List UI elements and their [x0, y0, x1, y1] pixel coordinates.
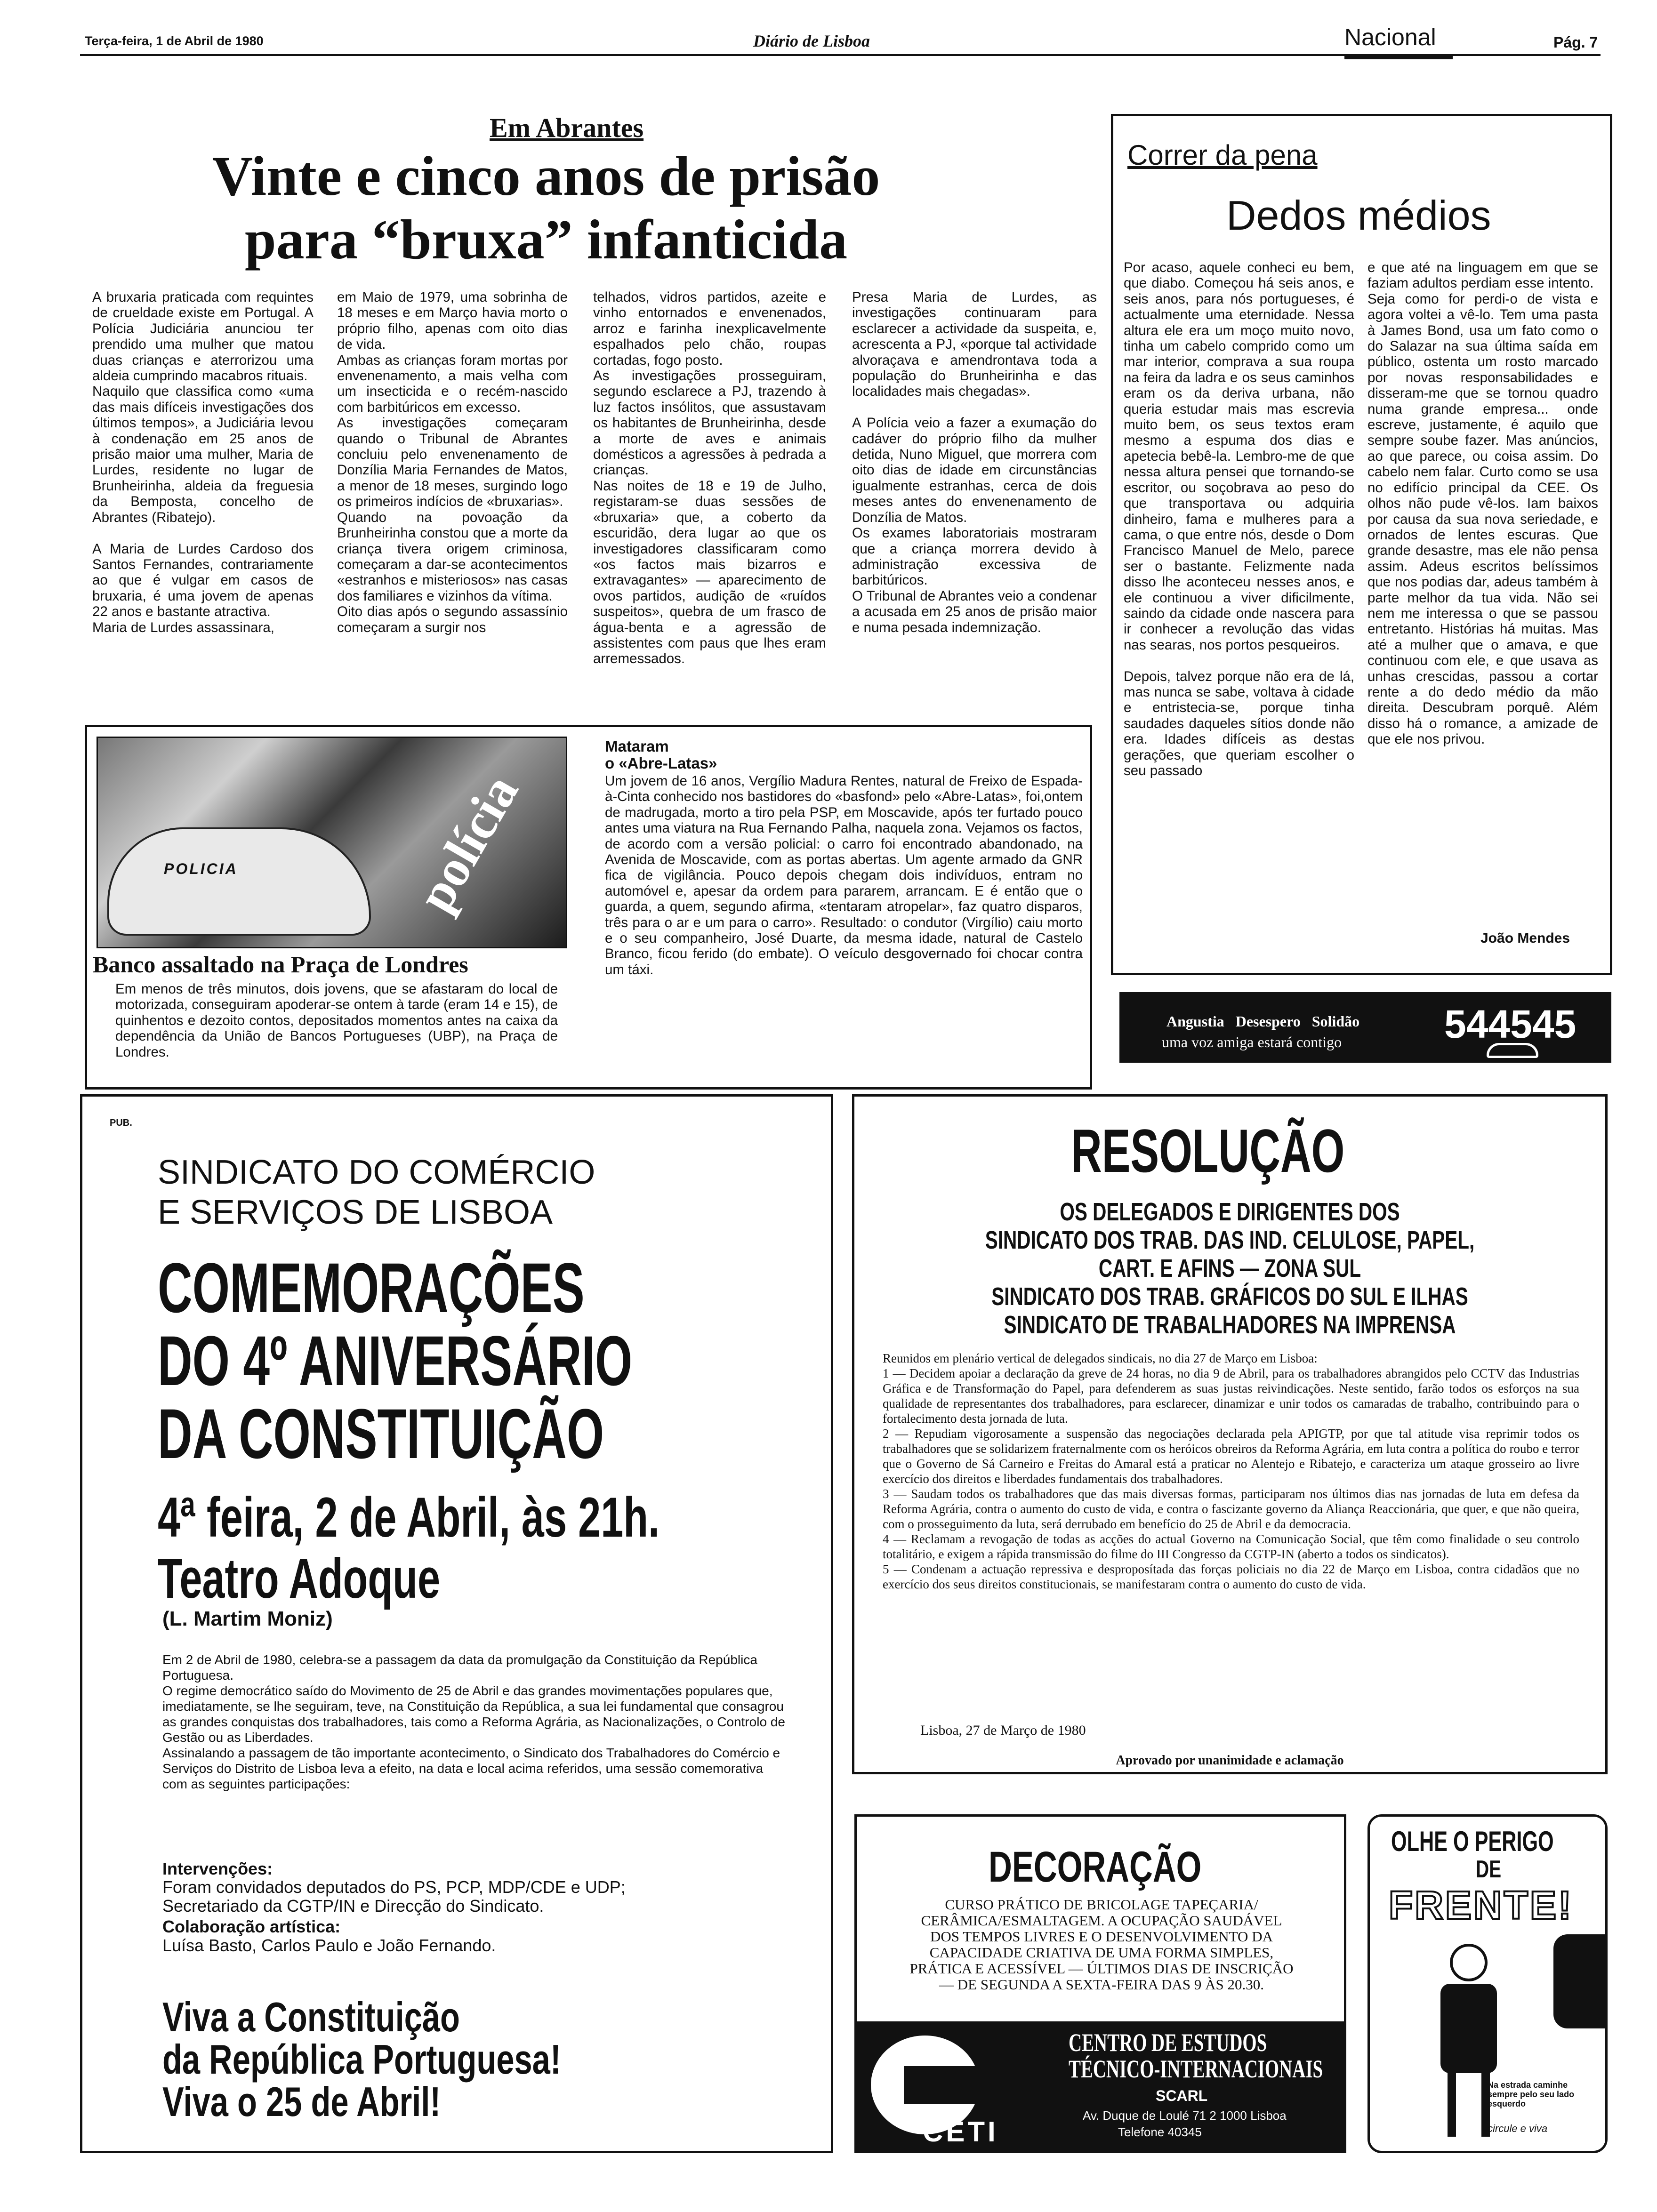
ceti-logo-text: CETI — [923, 2116, 998, 2148]
column-text-2: e que até na linguagem em que se faziam adultos perdiam esse intento. Seja como for perdi-o de vista e agora voltei a vê-lo. Tem uma pasta à James Bond, usa um fato como o do Salazar na sua última saída em público, ostenta um rosto marcado por novas responsabilidades e disseram-me que se tornou quadro numa grande empresa... onde escreve, justamente, é aquilo que sempre soube fazer. Mas anúncios, ao que parece, ou coisa assim. Do cabelo nem falar. Curto como se usa no edifício principal da CEE. Os olhos não pude vê-los. Iam baixos por causa da sua nova seriedade, e ornados de lentes escuras. Que grande desastre, mas ele não pensa assim. Adeus escritos belíssimos que nos podias dar, adeus também à parte melhor da tua vida. Não sei nem me interessa o que se passou entretanto. Histórias há muitas. Mas até a mulher que o amava, e que continuou com ele, e que usava as unhas crescidas, passou a cortar rente a do dedo médio da mão direita. Descubram porquê. Além disso há o romance, a amizade de que ele nos privou. — [1367, 260, 1598, 747]
ceti-phone: Telefone 40345 — [1118, 2125, 1202, 2139]
lead-column-3: telhados, vidros partidos, azeite e vinho entornados e envenenados, arroz e farinha inexplicavelmente espalhados pelo chão, roupas cortadas, fogo posto. As investigações prosseguiram, segundo esclarece a PJ, trazendo à luz factos insólitos, que assustavam os habitantes de Brunheirinha, desde a morte de aves e animais domésticos a agressões à pedrada a crianças. Nas noites de 18 e 19 de Julho, registaram-se duas sessões de «bruxaria» que, a coberto da escuridão, dera lugar ao que os investigadores classificaram como «os factos mais bizarros e extravagantes» — aparecimento de ovos partidos, audição de «ruídos suspeitos», quebra de um frasco de água-benta e a agressão de assistentes com paus que lhes eram arremessados. — [593, 289, 826, 667]
helpline-slogan: Angustia Desespero Solidão — [1166, 1013, 1360, 1030]
page-number: Pág. 7 — [1553, 34, 1598, 51]
lead-column-4: Presa Maria de Lurdes, as investigações continuaram para esclarecer a actividade da suspeita, e, acrescenta a PJ, «porque tal actividade alvoraçava e amendrontava toda a população do Brunheirinha e das localidades mais chegadas». A Polícia veio a fazer a exumação do cadáver do próprio filho da mulher detida, Nuno Miguel, que morrera com oito dias de idade em circunstâncias igualmente estranhas, cerca de dois meses antes do envenenamento de Donzília de Matos. Os exames laboratoriais mostraram que a criança morrera devido à administração excessiva de barbitúricos. O Tribunal de Abrantes veio a condenar a acusada em 25 anos de prisão maior e numa pesada indemnização. — [852, 289, 1097, 635]
helpline-subtext: uma voz amiga estará contigo — [1162, 1034, 1342, 1050]
pedestrian-legs — [1448, 2071, 1490, 2137]
ad-tag: PUB. — [110, 1118, 132, 1128]
pedestrian-head — [1450, 1944, 1488, 1981]
decoracao-body: CURSO PRÁTICO DE BRICOLAGE TAPEÇARIA/ CERÂMICA/ESMALTAGEM. A OCUPAÇÃO SAUDÁVEL DOS TEMPOS LIVRES E O DESENVOLVIMENTO DA CAPACIDADE CRIATIVA DE UMA FORMA SIMPLES, PRÁTICA E ACESSÍVEL — ÚLTIMOS DIAS DE INSCRIÇÃO — DE SEGUNDA A SEXTA-FEIRA DAS 9 ÀS 20.30. — [909, 1896, 1294, 1993]
column-title: Dedos médios — [1226, 192, 1491, 239]
ceti-name: CENTRO DE ESTUDOS — [1069, 2028, 1267, 2057]
interventions-label: Intervenções: — [162, 1859, 273, 1878]
resolucao-title: RESOLUÇÃO — [1071, 1116, 1345, 1185]
masthead: Diário de Lisboa — [753, 32, 870, 50]
resolucao-heading-line: SINDICATO DE TRABALHADORES NA IMPRENSA — [1004, 1311, 1456, 1339]
lead-headline: para “bruxa” infanticida — [244, 208, 848, 271]
lead-column-1: A bruxaria praticada com requintes de crueldade existe em Portugal. A Polícia Judiciária anunciou ter prendido uma mulher que matou duas crianças e aterrorizou uma aldeia cumprindo macabros rituais. Naquilo que classifica como «uma das mais difíceis investigações dos últimos tempos», a Judiciária levou à condenação em 25 anos de prisão maior uma mulher, Maria de Lurdes, residente no lugar de Brunheirinha, aldeia da freguesia da Bemposta, concelho de Abrantes (Ribatejo). A Maria de Lurdes Cardoso dos Santos Fernandes, contrariamente ao que é vulgar em casos de bruxaria, é uma jovem de apenas 22 anos e bastante atractiva. Maria de Lurdes assassinara, — [92, 289, 314, 635]
police-car-label: POLICIA — [164, 860, 238, 877]
resolucao-heading-line: SINDICATO DOS TRAB. GRÁFICOS DO SUL E ILHAS — [991, 1282, 1468, 1311]
resolucao-approved: Aprovado por unanimidade e aclamação — [1116, 1753, 1344, 1768]
ceti-logo-cutout — [904, 2066, 993, 2104]
abre-latas-title: Mataram — [605, 737, 669, 755]
ceti-scarl: SCARL — [1156, 2087, 1208, 2104]
issue-date: Terça-feira, 1 de Abril de 1980 — [85, 34, 264, 48]
column-author: João Mendes — [1480, 930, 1570, 946]
sindicato-name: SINDICATO DO COMÉRCIO — [158, 1154, 595, 1191]
ad-title: DO 4º ANIVERSÁRIO — [158, 1321, 633, 1400]
event-venue: Teatro Adoque — [158, 1547, 440, 1610]
column-kicker: Correr da pena — [1127, 139, 1318, 171]
event-date: 4ª feira, 2 de Abril, às 21h. — [158, 1486, 660, 1549]
road-safety-caption: Na estrada caminhe sempre pelo seu lado esquerdo — [1488, 2080, 1575, 2108]
decoracao-ad — [854, 1814, 1346, 2153]
police-news-box — [85, 725, 1092, 1090]
collaboration-label: Colaboração artística: — [162, 1917, 341, 1936]
ceti-panel — [857, 2021, 1344, 2151]
helpline-number: 544545 — [1444, 1002, 1577, 1046]
event-venue-sub: (L. Martim Moniz) — [162, 1607, 333, 1630]
sindicato-ad — [80, 1094, 833, 2153]
phone-icon — [1487, 1043, 1538, 1058]
column-text-1: Por acaso, aquele conheci eu bem, que diabo. Começou há seis anos, e seis anos, para nós portugueses, é actualmente uma eternidade. Nessa altura ele era um moço muito novo, tinha um cabelo comprido como um mar interior, comprava a sua roupa na feira da ladra e os seus caminhos eram os da deriva urbana, não queria estudar mais mas escrevia muito bem, os seus textos eram mesmo a espuma dos dias e apetecia bebê-la. Lembro-me de que nessa altura pensei que tornando-se escritor, ou soçobrava ao peso do que transportava ou adquiria dinheiro, fama e mulheres para a cama, o que entre nós, desde o Dom Francisco Manuel de Melo, parece ser o bastante. Felizmente nada disso lhe aconteceu nesses anos, e ele continuou a viver dificilmente, saindo da cidade onde nascera para ir conhecer a revolução das vidas nas searas, nos portos pesqueiros. Depois, talvez porque não era de lá, mas nunca se sabe, voltava à cidade e entristecia-se, porque tinha saudades daqueles sítios donde não era. Idades difíceis as destas gerações, que queriam escolher o seu passado — [1124, 260, 1354, 778]
viva-slogan: da República Portuguesa! — [162, 2036, 561, 2083]
bank-robbery-headline: Banco assaltado na Praça de Londres — [93, 951, 468, 978]
collaboration-text: Luísa Basto, Carlos Paulo e João Fernando. — [162, 1936, 496, 1955]
ad-title: DA CONSTITUIÇÃO — [158, 1394, 604, 1473]
lead-kicker: Em Abrantes — [490, 112, 644, 143]
section-rule — [1344, 56, 1453, 59]
resolucao-heading-line: OS DELEGADOS E DIRIGENTES DOS — [1060, 1198, 1400, 1226]
resolucao-body: Reunidos em plenário vertical de delegados sindicais, no dia 27 de Março em Lisboa: 1 — Decidem apoiar a declaração da greve de 24 horas, no dia 9 de Abril, para os trabalhadores abrangidos pelo CCTV das Industrias Gráfica e de Transformação do Papel, para defenderem as suas justas reivindicações. Neste sentido, farão todos os esforços na sua qualidade de representantes dos trabalhadores, para esclarecer, dinamizar e unir todos os camaradas de trabalho, contribuindo para o fortalecimento desta jornada de luta. 2 — Repudiam vigorosamente a suspensão das negociações declarada pela APIGTP, por que tal atitude visa reprimir todos os trabalhadores que se solidarizem fraternalmente com os heróicos obreiros da Reforma Agrária, em luta contra a política do roubo e terror que o Governo de Sá Carneiro e Freitas do Amaral está a praticar no Alentejo e Ribatejo, e caracteriza um ataque grosseiro ao livre exercício dos direitos e liberdades fundamentais dos trabalhadores. 3 — Saudam todos os trabalhadores que das mais diversas formas, participaram nos últimos dias nas jornadas de luta em defesa da Reforma Agrária, contra o aumento do custo de vida, e contra o fascizante governo da Aliança Reaccionária, que quer, e que não queira, com o prosseguimento da luta, será derrubado em benefício do 25 de Abril e da democracia. 4 — Reclamam a revogação de todas as acções do actual Governo na Comunicação Social, que têm como finalidade o seu controlo totalitário, e exigem a rápida transmissão do filme do III Congresso da CGTP-IN (aberto a todos os sindicatos). 5 — Condenam a actuação repressiva e desproposítada das forças policiais no dia 22 de Março em Lisboa, contra cidadãos que no exercício dos seus direitos constitucionais, se manifestaram contra o aumento do custo de vida. — [883, 1351, 1579, 1591]
road-safety-title: FRENTE! — [1389, 1883, 1573, 1927]
resolucao-heading-line: CART. E AFINS — ZONA SUL — [1098, 1254, 1361, 1282]
road-safety-ad — [1367, 1814, 1608, 2153]
road-safety-title: DE — [1476, 1856, 1502, 1883]
abre-latas-text: Um jovem de 16 anos, Vergílio Madura Rentes, natural de Freixo de Espada-à-Cinta conhecido nos bastidores do «basfond» pelo «Abre-Latas», foi,ontem de madrugada, morto a tiro pela PSP, em Moscavide, após ter furtado pouco antes uma viatura na Rua Fernando Palha, naquela zona. Vejamos os factos, de acordo com a versão policial: o carro foi encontrado abandonado, na Avenida de Moscavide, com as portas abertas. Um agente armado da GNR fica de vigilância. Pouco depois chegam dois indivíduos, entram no automóvel e, apesar da ordem para pararem, arrancam. E é então que o guarda, a quem, segundo afirma, «tentaram atropelar», faz quatro disparos, três para o ar e um para o carro». Resultado: o condutor (Virgílio) caiu morto e o seu companheiro, José Duarte, da mesma idade, natural de Castelo Branco, ficou ferido (do embate). O veículo desgovernado foi chocar contra um táxi. — [605, 773, 1083, 978]
road-safety-title: OLHE O PERIGO — [1391, 1826, 1554, 1857]
resolucao-heading-line: SINDICATO DOS TRAB. DAS IND. CELULOSE, PAPEL, — [985, 1226, 1475, 1254]
car-icon — [1553, 1934, 1605, 2028]
sindicato-name: E SERVIÇOS DE LISBOA — [158, 1194, 553, 1231]
road-safety-footer: circule e viva — [1488, 2123, 1548, 2134]
viva-slogan: Viva a Constituição — [162, 1994, 460, 2040]
pedestrian-icon — [1431, 1944, 1506, 2141]
ceti-name: TÉCNICO-INTERNACIONAIS — [1069, 2055, 1323, 2083]
interventions-text: Foram convidados deputados do PS, PCP, MDP/CDE e UDP; Secretariado da CGTP/IN e Direcção do Sindicato. — [162, 1877, 626, 1915]
police-car-photo — [97, 737, 567, 948]
pedestrian-body — [1440, 1984, 1497, 2073]
opinion-column-box — [1111, 114, 1612, 975]
police-car-shape — [107, 827, 371, 936]
ad-body: Em 2 de Abril de 1980, celebra-se a passagem da data da promulgação da Constituição da República Portuguesa. O regime democrático saído do Movimento de 25 de Abril e das grandes movimentações populares que, imediatamente, se lhe seguiram, teve, na Constituição da República, a sua lei fundamental que consagrou as grandes conquistas dos trabalhadores, tais como a Reforma Agrária, as Nacionalizações, o Controlo de Gestão ou as Liberdades. Assinalando a passagem de tão importante acontecimento, o Sindicato dos Trabalhadores do Comércio e Serviços do Distrito de Lisboa leva a efeito, na data e local acima referidos, uma sessão comemorativa com as seguintes participações: — [162, 1652, 785, 1791]
resolucao-ad — [852, 1094, 1608, 1774]
resolucao-heading — [854, 1198, 1605, 1339]
decoracao-title: DECORAÇÃO — [989, 1843, 1202, 1891]
viva-slogan: Viva o 25 de Abril! — [162, 2078, 441, 2125]
ad-title: COMEMORAÇÕES — [158, 1248, 585, 1327]
lead-column-2: em Maio de 1979, uma sobrinha de 18 meses e em Março havia morto o próprio filho, apenas com oito dias de vida. Ambas as crianças foram mortas por envenenamento, a mais velha com um insecticida e o recém-nascido com barbitúricos em excesso. As investigações começaram quando o Tribunal de Abrantes concluiu pelo envenenamento de Donzília Maria Fernandes de Matos, a menor de 18 meses, surgindo logo os primeiros indícios de «bruxarias». Quando na povoação da Brunheirinha constou que a morte da criança tivera origem criminosa, começaram a dar-se acontecimentos «estranhos e misteriosos» nas casas dos familiares e vizinhos da vítima. Oito dias após o segundo assassínio começaram a surgir nos — [337, 289, 568, 635]
resolucao-place-date: Lisboa, 27 de Março de 1980 — [920, 1723, 1086, 1738]
abre-latas-title: o «Abre-Latas» — [605, 754, 717, 772]
bank-robbery-text: Em menos de três minutos, dois jovens, que se afastaram do local de motorizada, conseguiram apoderar-se ontem à tarde (eram 14 e 15), de quinhentos e dezoito contos, depositados momentos antes na caixa da dependência da União de Bancos Portugueses (UBP), na Praça de Londres. — [115, 981, 558, 1060]
policia-badge: polícia — [406, 765, 530, 921]
ceti-address: Av. Duque de Loulé 71 2 1000 Lisboa — [1083, 2108, 1287, 2123]
lead-headline: Vinte e cinco anos de prisão — [212, 144, 880, 207]
helpline-banner — [1119, 992, 1611, 1063]
section-name: Nacional — [1344, 24, 1436, 50]
